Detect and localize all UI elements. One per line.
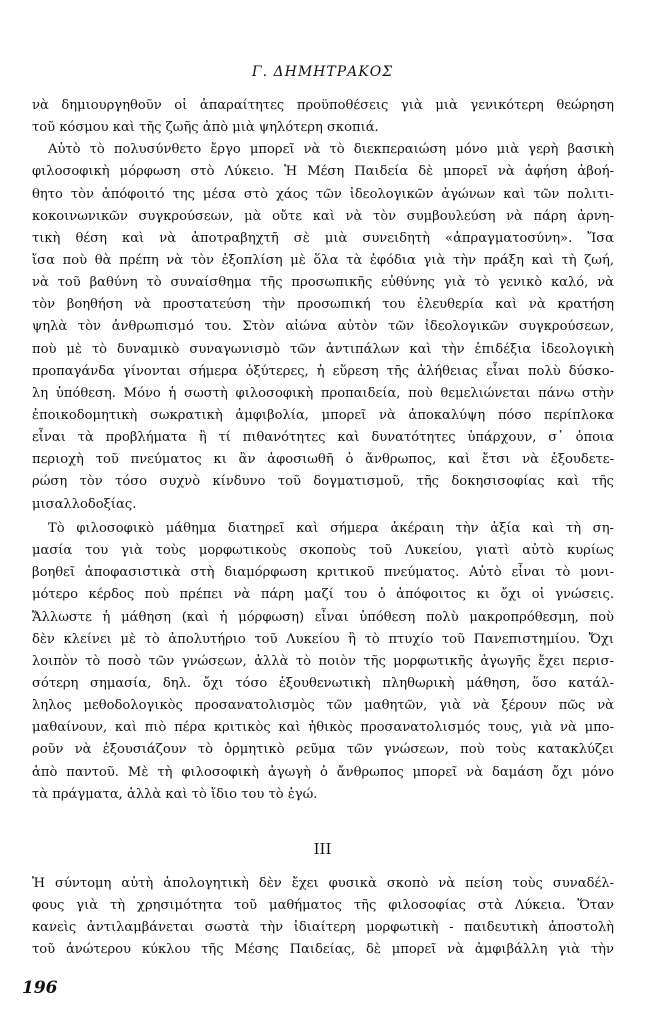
text-line: νὰ τοῦ βαθύνη τὸ συναίσθημα τῆς προσωπικῆς εὐθύνης γιὰ τὸ γενικὸ καλό, νὰ [32,275,614,291]
text-line: ἀπὸ παντοῦ. Μὲ τὴ φιλοσοφικὴ ἀγωγὴ ὁ ἄνθρωπος μπορεῖ νὰ δαμάση ὄχι μόνο [32,764,614,780]
text-line: λη ὑπόθεση. Μόνο ἡ σωστὴ φιλοσοφικὴ προπαιδεία, ποὺ θεμελιώνεται πάνω στὴν [32,385,614,401]
text-line: εἶναι τὰ προβλήματα ἢ τί πιθανότητες καὶ δυνατότητες ὑπάρχουν, σ᾽ ὁποια [32,430,614,446]
text-line: ψηλὰ τὸν ἀνθρωπισμό του. Στὸν αἰώνα αὐτὸν τῶν ἰδεολογικῶν συγκρούσεων, [32,319,614,335]
text-line: κανεὶς ἀντιλαμβάνεται σωστὰ τὴν ἰδιαίτερη μορφωτικὴ - παιδευτικὴ ἀποστολὴ [32,920,614,936]
text-line: τοῦ κόσμου καὶ τῆς ζωῆς ἀπὸ μιὰ ψηλότερη σκοπιά. [32,120,379,136]
text-line: Αὐτὸ τὸ πολυσύνθετο ἔργο μπορεῖ νὰ τὸ διεκπεραιώση μόνο μιὰ γερὴ βασικὴ [48,142,614,158]
text-line: Ἄλλωστε ἡ μάθηση (καὶ ἡ μόρφωση) εἶναι ὑπόθεση πολὺ μακροπρόθεσμη, ποὺ [32,609,614,625]
text-block-2 [32,518,614,806]
text-line: ληλος μεθοδολογικὸς προσανατολισμὸς τῶν μαθητῶν, γιὰ νὰ ξέρουν πῶς νὰ [32,698,614,714]
text-line: Τὸ φιλοσοφικὸ μάθημα διατηρεῖ καὶ σήμερα ἀκέραιη τὴν ἀξία καὶ τὴ ση- [48,521,614,536]
text-line: μότερο κέρδος ποὺ πρέπει νὰ πάρη μαζί του ὁ ἀπόφοιτος κι ὄχι οἱ γνώσεις. [32,587,614,603]
text-line: φους γιὰ τὴ χρησιμότητα τοῦ μαθήματος τῆς φιλοσοφίας στὰ Λύκεια. Ὅταν [32,898,614,914]
text-line: κοκοινωνικῶν συγκρούσεων, μὰ οὔτε καὶ νὰ τὸν συμβουλεύση νὰ πάρη ἀρνη- [32,208,614,224]
text-line: σότερη σημασία, δηλ. ὄχι τόσο ἐξουθενωτικὴ πληθωρικὴ μάθηση, ὅσο κατάλ- [32,675,614,691]
text-block-1 [32,95,614,516]
text-line: νὰ δημιουργηθοῦν οἱ ἀπαραίτητες προϋποθέσεις γιὰ μιὰ γενικότερη θεώρηση [32,98,614,113]
text-line: βοηθεῖ ἀποφασιστικὰ στὴ διαμόρφωση κριτικοῦ πνεύματος. Αὐτὸ εἶναι τὸ μονι- [32,565,614,581]
text-line: φιλοσοφικὴ μόρφωση στὸ Λύκειο. Ἡ Μέση Παιδεία δὲ μπορεῖ νὰ ἀφήση ἀβοή- [32,164,614,180]
text-line: μαθαίνουν, καὶ πιὸ πέρα κριτικὸς καὶ ἠθικὸς προσανατολισμός τους, γιὰ νὰ μπο- [32,720,614,736]
text-block-3 [32,873,614,962]
text-line: Ἡ σύντομη αὐτὴ ἀπολογητικὴ δὲν ἔχει φυσικὰ σκοπὸ νὰ πείση τοὺς συναδέλ- [32,876,614,891]
text-line: ροῦν νὰ ἐξουσιάζουν τὸ ὁρμητικὸ ρεῦμα τῶν γνώσεων, ποὺ τοὺς κατακλύζει [32,742,614,758]
text-line: τὰ πράγματα, ἀλλὰ καὶ τὸ ἴδιο του τὸ ἐγώ. [32,786,318,802]
text-line: ρώση τὸν τόσο συχνὸ κίνδυνο τοῦ δογματισμοῦ, τῆς δοκησισοφίας καὶ τῆς [32,474,614,490]
running-title: Γ. ΔΗΜΗΤΡΑΚΟΣ [251,64,394,80]
text-line: περιοχὴ τοῦ πνεύματος κι ἂν ἀφοσιωθῆ ὁ ἄνθρωπος, καὶ ἔτσι νὰ ἐξουδετε- [32,452,614,468]
text-line: μισαλλοδοξίας. [32,496,137,512]
text-line: ποὺ μὲ τὸ δυναμικὸ συναγωνισμὸ τῶν ἀντιπάλων καὶ τὴν ἐπιδέξια ἰδεολογικὴ [32,341,614,357]
page-number: 196 [22,978,58,998]
section-number: III [313,840,332,858]
text-line: θητο τὸν ἀπόφοιτό της μέσα στὸ χάος τῶν ἰδεολογικῶν ἀγώνων καὶ τῶν πολιτι- [32,186,614,202]
text-line: ἴσα ποὺ θὰ πρέπη νὰ τὸν ἐξοπλίση μὲ ὅλα τὰ ἐφόδια γιὰ τὴν πράξη καὶ τὴ ζωή, [32,252,614,268]
text-line: λοιπὸν τὸ ποσὸ τῶν γνώσεων, ἀλλὰ τὸ ποιὸν τῆς μορφωτικῆς ἀγωγῆς ἔχει περισ- [32,653,614,669]
text-line: τοῦ ἀνώτερου κύκλου τῆς Μέσης Παιδείας, δὲ μπορεῖ νὰ ἀμφιβάλλη γιὰ τὴν [32,942,614,958]
text-line: μασία του γιὰ τοὺς μορφωτικοὺς σκοποὺς τοῦ Λυκείου, γιατὶ αὐτὸ κυρίως [32,543,614,559]
text-line: ἐποικοδομητικὴ σωκρατικὴ ἀμφιβολία, μπορεῖ νὰ ἀποκαλύψη πόσο περίπλοκα [32,407,614,423]
text-line: δὲν κλείνει μὲ τὸ ἀπολυτήριο τοῦ Λυκείου ἢ τὸ πτυχίο τοῦ Πανεπιστημίου. Ὄχι [32,631,614,647]
text-line: τὸν βοηθήση νὰ προστατεύση τὴν προσωπική του ἐλευθερία καὶ νὰ κρατήση [32,297,614,313]
text-line: προπαγάνδα γίνονται σήμερα ὀξύτερες, ἡ εὕρεση τῆς ἀλήθειας εἶναι πολὺ δύσκο- [32,363,614,379]
text-line: τικὴ θέση καὶ νὰ ἀποτραβηχτῆ σὲ μιὰ συνειδητὴ «ἀπραγματοσύνη». Ἴσα [32,230,614,246]
